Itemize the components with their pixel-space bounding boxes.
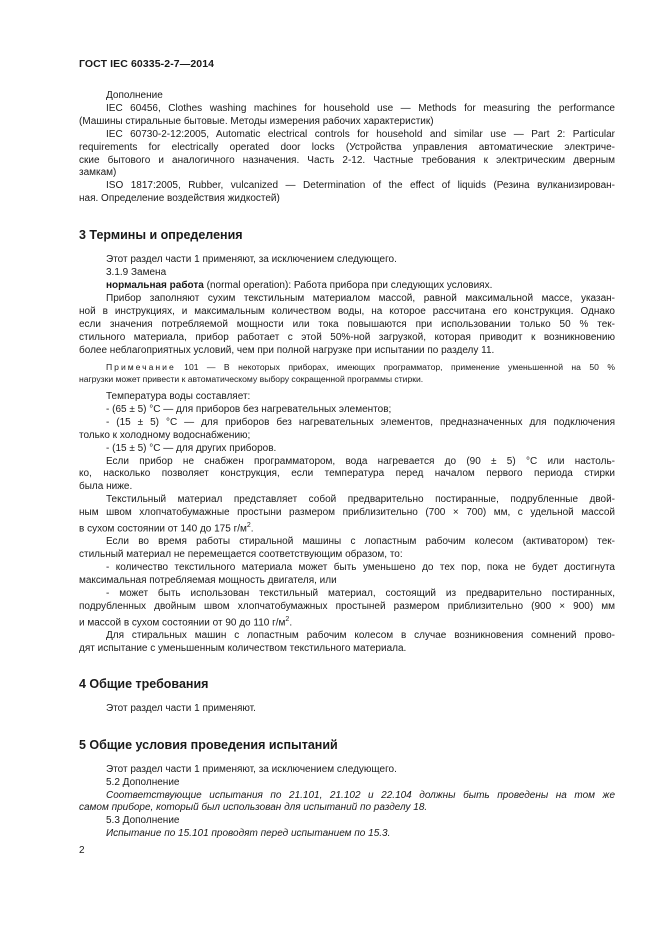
addendum-label: Дополнение [106, 90, 163, 101]
document-header: ГОСТ IEC 60335-2-7—2014 [79, 58, 215, 70]
reference-line: (Машины стиральные бытовые. Методы измерения рабочих характеристик) [79, 115, 434, 127]
section-5-intro: Этот раздел части 1 применяют, за исключением следующего. [106, 763, 397, 775]
text-span: и массой в сухом состоянии от 90 до 110 г/м [79, 617, 286, 629]
text-line: подрубленных двойным швом хлопчатобумажных простыней размером приблизительно (900 × 900) мм [79, 600, 615, 612]
text-line: Температура воды составляет: [106, 391, 251, 402]
page-number: 2 [79, 845, 85, 856]
clause-5-2: 5.2 Дополнение [106, 776, 180, 788]
reference-line: ские бытового и аналогичного назначения. Часть 2-12. Частные требования к электрическим дверным [79, 154, 615, 166]
text-line: стильного материала, прибор работает с этой 50%-ной загрузкой, которая приводит к возникновению [79, 331, 615, 343]
reference-line: IEC 60730-2-12:2005, Automatic electrical controls for household and similar use — Part 2: Particular [106, 128, 615, 140]
section-3-heading: 3 Термины и определения [79, 228, 243, 243]
section-3-intro: Этот раздел части 1 применяют, за исключением следующего. [106, 254, 397, 266]
reference-line: ISO 1817:2005, Rubber, vulcanized — Determination of the effect of liquids (Резина вулканизирован- [106, 180, 615, 192]
reference-line: ная. Определение воздействия жидкостей) [79, 193, 280, 205]
note-line: нагрузки может привести к автоматическому выбору сокращенной программы стирки. [79, 374, 424, 385]
list-item: - количество текстильного материала может быть уменьшено до тех пор, пока не будет достигнута [106, 562, 615, 574]
paragraph-agitator [79, 536, 615, 630]
reference-line: замкам) [79, 167, 117, 179]
superscript: 2 [285, 615, 290, 623]
document-body [79, 90, 615, 841]
text-line: ко, насколько позволяет конструкция, если температура перед началом первого периода стирки [79, 468, 615, 480]
text-span: в сухом состоянии от 140 до 175 г/м [79, 523, 247, 535]
note-101 [79, 362, 615, 386]
clause-5-3: 5.3 Дополнение [106, 815, 180, 827]
note-line [79, 362, 615, 374]
paragraph-temperature [79, 391, 615, 456]
text-line: Для стиральных машин с лопастным рабочим колесом в случае возникновения сомнений прово- [106, 629, 615, 641]
text-line: если значения потребляемой мощности или тока повышаются при использовании только 50 % тек- [79, 318, 615, 330]
text-line: ной в инструкциях, и максимальным количеством воды, на которое рассчитана его конструкция. Однако [79, 305, 615, 317]
list-item: - (15 ± 5) °С — для других приборов. [106, 442, 277, 454]
text-line: Текстильный материал представляет собой предварительно постиранные, подрубленные двой- [106, 494, 615, 506]
text-line: более неблагоприятных условий, чем при полной нагрузке при испытании по разделу 11. [79, 344, 495, 356]
section-5-heading: 5 Общие условия проведения испытаний [79, 737, 338, 752]
paragraph-loading [79, 293, 615, 358]
clause-3-1-9: 3.1.9 Замена [106, 267, 167, 279]
term: нормальная работа [106, 279, 204, 291]
text-span: . [250, 523, 254, 535]
paragraph-doubt [79, 630, 615, 656]
clause-5-2-text: Соответствующие испытания по 21.101, 21.102 и 22.104 должны быть проведены на том же [106, 789, 615, 801]
text-line [79, 614, 615, 630]
term-text: (normal operation): Работа прибора при следующих условиях. [203, 279, 493, 291]
section-4-text: Этот раздел части 1 применяют. [106, 702, 256, 714]
term-definition [79, 280, 615, 293]
references-addendum [79, 90, 615, 206]
section-4-heading: 4 Общие требования [79, 676, 209, 691]
text-line: дят испытание с уменьшенным количеством текстильного материала. [79, 642, 407, 654]
text-line: Если прибор не снабжен программатором, вода нагревается до (90 ± 5) °С или настоль- [106, 455, 615, 467]
clause-5-2-text: самом приборе, который был использован для испытаний по разделу 18. [79, 802, 428, 814]
text-line: максимальная потребляемая мощность двигателя, или [79, 575, 337, 587]
list-item: - (65 ± 5) °С — для приборов без нагревательных элементов; [106, 403, 392, 415]
text-line: ным швом хлопчатобумажные простыни размером приблизительно (700 × 700) мм, с удельной массой [79, 507, 615, 519]
list-item: - может быть использован текстильный материал, состоящий из предварительно постиранных, [106, 587, 615, 599]
reference-line: requirements for electrically operated door locks (Устройства управления автоматические электриче- [79, 141, 615, 153]
paragraph-textile [79, 494, 615, 536]
clause-5-3-text: Испытание по 15.101 проводят перед испытанием по 15.3. [106, 828, 391, 840]
superscript: 2 [246, 522, 251, 530]
text-line: только к холодному водоснабжению; [79, 429, 251, 441]
paragraph-programmer [79, 456, 615, 495]
text-line: была ниже. [79, 481, 133, 493]
text-line: стильный материал не перемещается соответствующим образом, то: [79, 549, 403, 561]
text-line [79, 520, 615, 536]
note-label: Примечание [106, 362, 176, 373]
text-span: . [289, 617, 293, 629]
text-line: Если во время работы стиральной машины с лопастным рабочим колесом (активатором) тек- [106, 536, 615, 548]
reference-line: IEC 60456, Clothes washing machines for household use — Methods for measuring the performance [106, 102, 615, 114]
list-item: - (15 ± 5) °С — для приборов без нагревательных элементов, предназначенных для подключения [106, 416, 615, 428]
note-text: 101 — В некоторых приборах, имеющих программатор, применение уменьшенной на 50 % [175, 362, 615, 373]
text-line: Прибор заполняют сухим текстильным материалом массой, равной максимальной массе, указан- [106, 292, 615, 304]
